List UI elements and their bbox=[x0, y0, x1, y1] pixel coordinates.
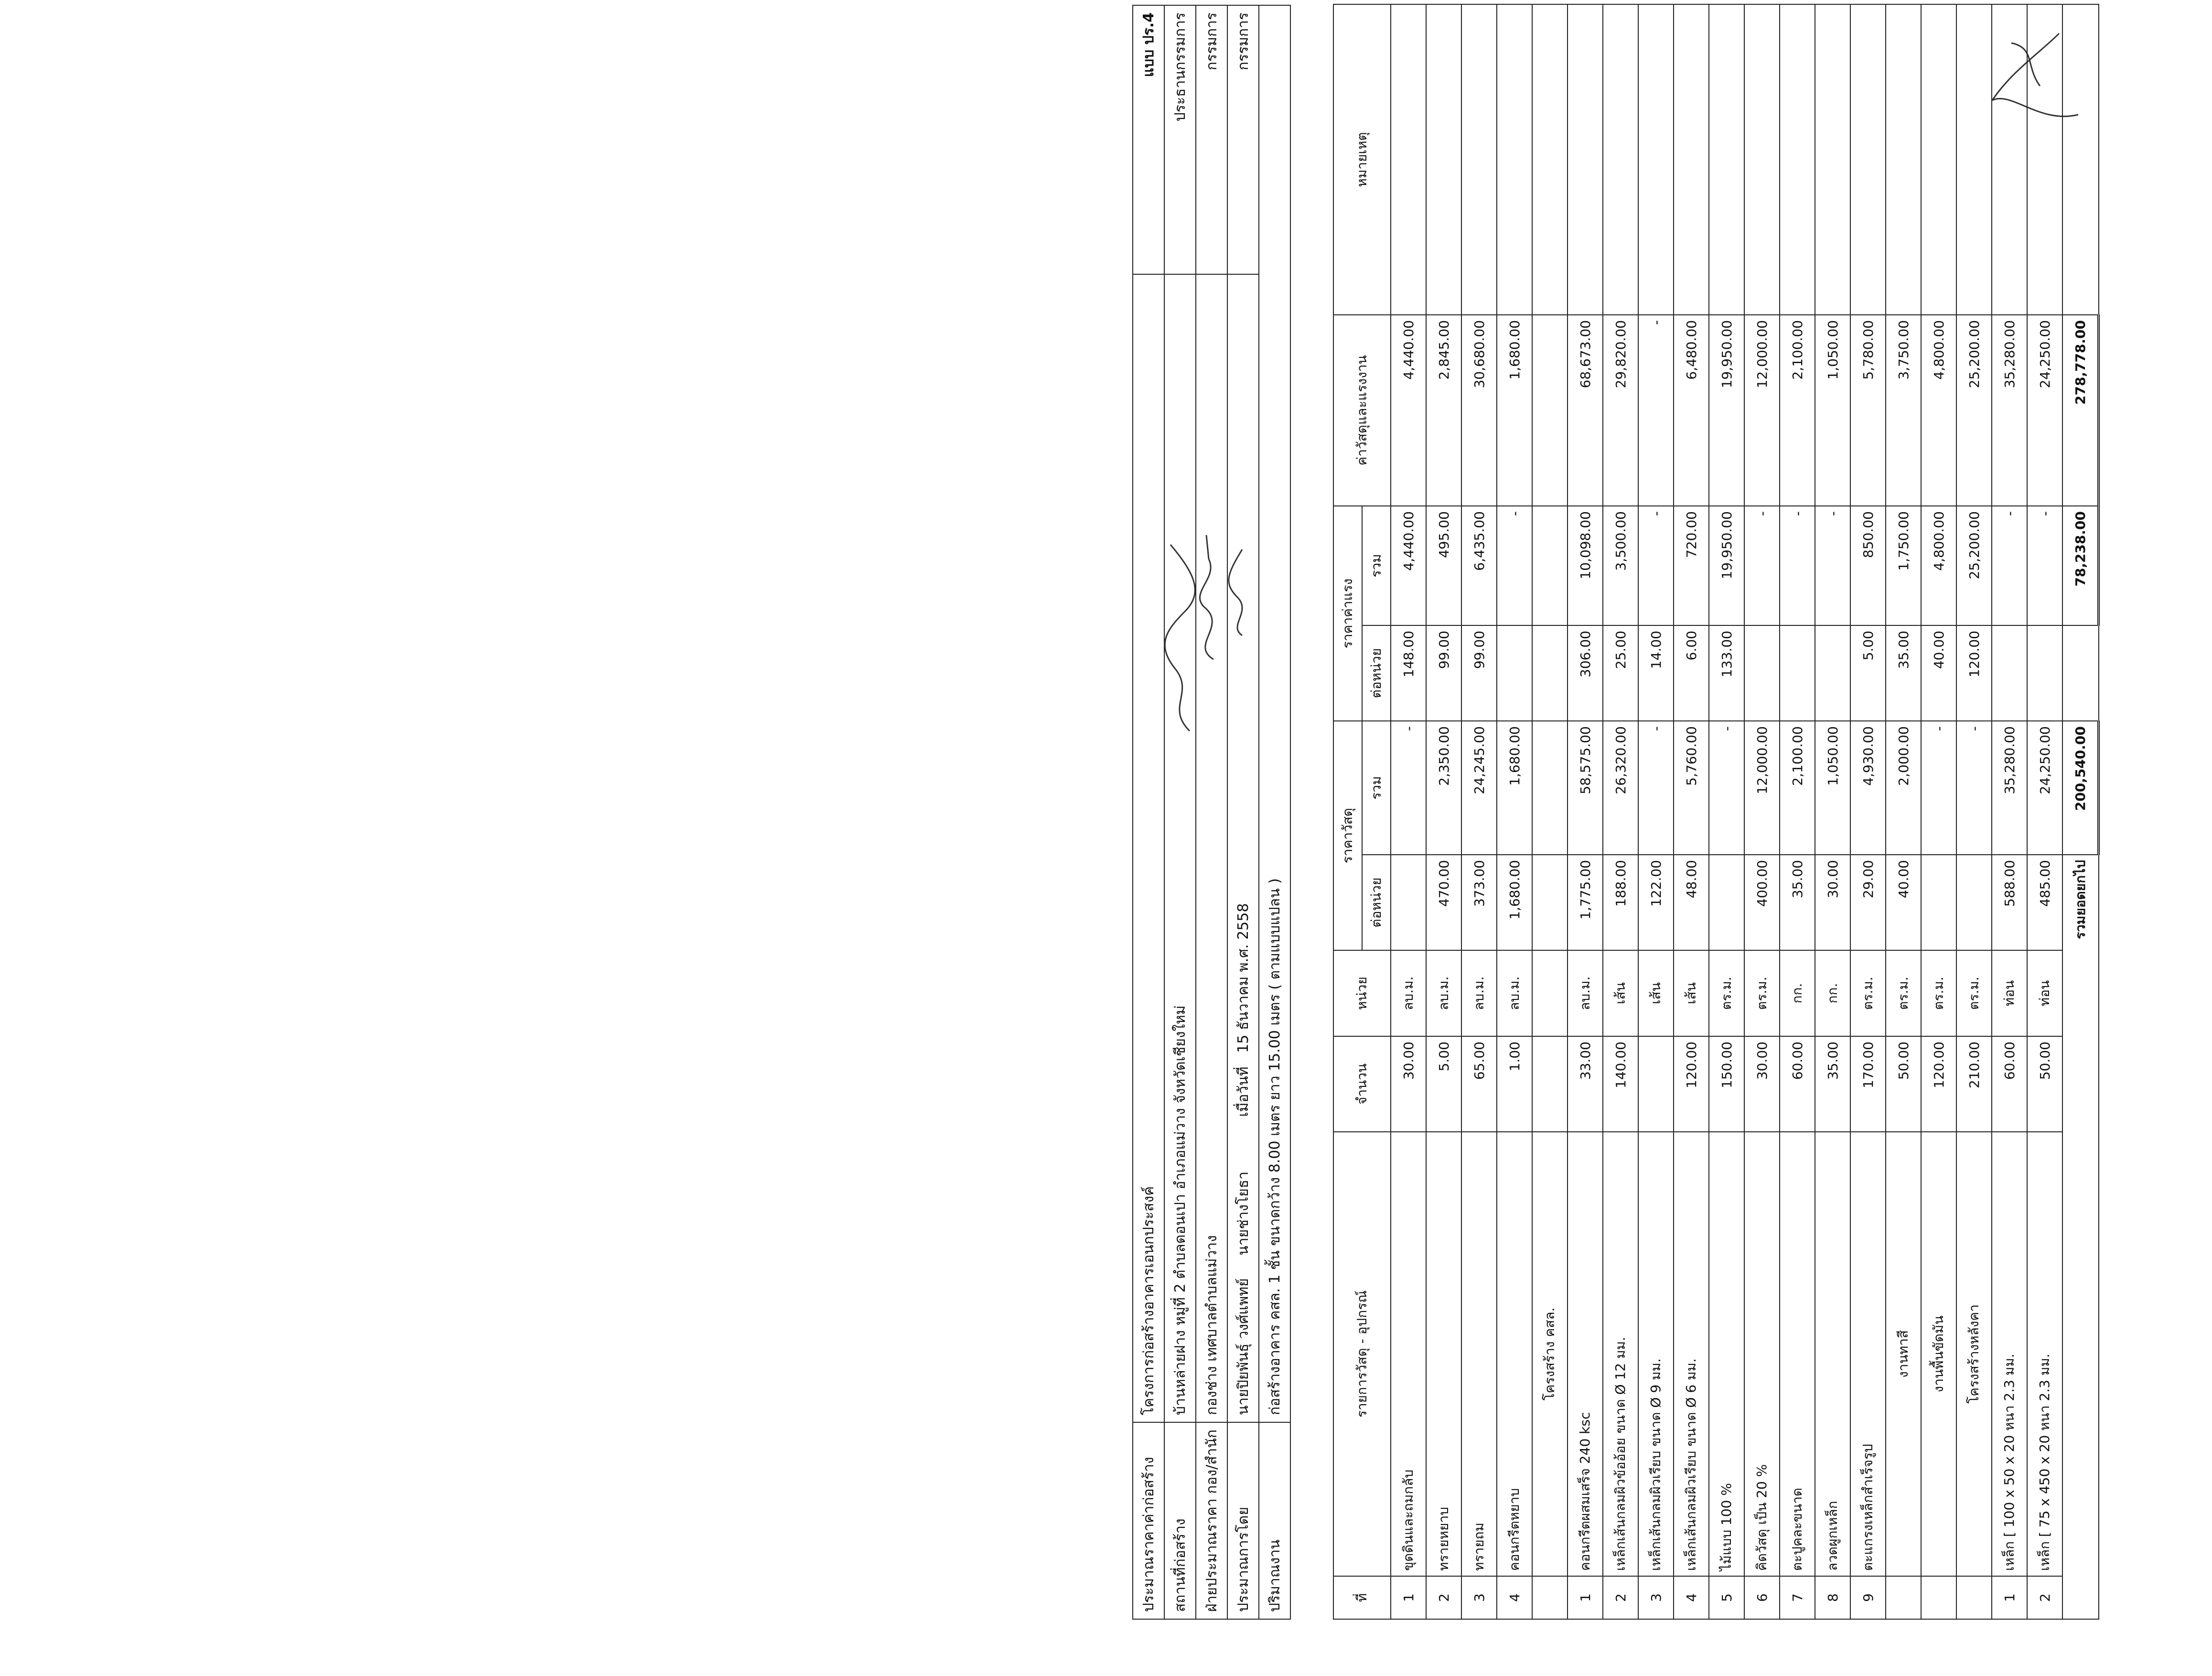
row-material-sum: 1,680.00 bbox=[1497, 721, 1532, 855]
row-total: 6,480.00 bbox=[1674, 315, 1709, 506]
empty-cell bbox=[1532, 1036, 1568, 1132]
col-qty: จำนวน bbox=[1333, 1036, 1391, 1132]
row-material-per-unit: 1,680.00 bbox=[1497, 855, 1532, 950]
row-labor-sum: 4,440.00 bbox=[1391, 506, 1426, 625]
row-labor-sum: 6,435.00 bbox=[1461, 506, 1497, 625]
row-material-sum: 2,000.00 bbox=[1886, 721, 1921, 855]
row-material-per-unit: 122.00 bbox=[1638, 855, 1674, 950]
row-labor-per-unit: 99.00 bbox=[1461, 625, 1497, 721]
row-material-sum: 2,100.00 bbox=[1780, 721, 1815, 855]
table-row bbox=[1780, 4, 1815, 1619]
row-total: 4,800.00 bbox=[1921, 315, 1956, 506]
row-qty: 170.00 bbox=[1850, 1036, 1886, 1132]
empty-cell bbox=[1532, 4, 1568, 315]
row-item: คอนกรีตหยาบ bbox=[1497, 1132, 1532, 1576]
estimate-sheet bbox=[1132, 5, 2212, 1620]
unit-value: กองช่าง เทศบาลตำบลแม่วาง bbox=[1196, 274, 1227, 1422]
row-labor-per-unit bbox=[1497, 625, 1532, 721]
row-no: 2 bbox=[2027, 1576, 2062, 1619]
row-material-sum: - bbox=[1709, 721, 1744, 855]
section-row bbox=[1532, 4, 1568, 1619]
signature-member-2 bbox=[1223, 545, 1256, 640]
row-remark bbox=[1956, 4, 1992, 315]
row-labor-per-unit: 120.00 bbox=[1956, 625, 1992, 721]
row-total: 1,050.00 bbox=[1815, 315, 1850, 506]
row-item: เหล็กเส้นกลมผิวข้ออ้อย ขนาด Ø 12 มม. bbox=[1603, 1132, 1638, 1576]
col-total: ค่าวัสดุและแรงงาน bbox=[1333, 315, 1391, 506]
table-row bbox=[1674, 4, 1709, 1619]
row-unit: ตร.ม. bbox=[1850, 950, 1886, 1036]
col-labor-per-unit: ต่อหน่วย bbox=[1362, 625, 1391, 721]
estimator-name: นายปิยพันธุ์ วงศ์แพทย์ bbox=[1235, 1278, 1252, 1416]
col-no: ที่ bbox=[1333, 1576, 1391, 1619]
col-material-sum: รวม bbox=[1362, 721, 1391, 855]
row-labor-sum: - bbox=[1638, 506, 1674, 625]
total-grand: 278,778.00 bbox=[2062, 315, 2099, 506]
row-qty: 30.00 bbox=[1391, 1036, 1426, 1132]
row-material-per-unit: 188.00 bbox=[1603, 855, 1638, 950]
row-labor-per-unit: 5.00 bbox=[1850, 625, 1886, 721]
row-no: 3 bbox=[1638, 1576, 1674, 1619]
row-material-per-unit: 470.00 bbox=[1426, 855, 1461, 950]
row-labor-sum: - bbox=[1497, 506, 1532, 625]
row-material-sum: 26,320.00 bbox=[1603, 721, 1638, 855]
table-row bbox=[1709, 4, 1744, 1619]
row-material-per-unit: 373.00 bbox=[1461, 855, 1497, 950]
row-material-per-unit: 588.00 bbox=[1992, 855, 2027, 950]
cost-rows bbox=[1391, 4, 2062, 1619]
row-remark bbox=[1638, 4, 1674, 315]
total-label: รวมยอดยกไป bbox=[2062, 855, 2099, 1619]
row-item: ทรายหยาบ bbox=[1426, 1132, 1461, 1576]
row-material-sum: 24,245.00 bbox=[1461, 721, 1497, 855]
row-remark bbox=[1461, 4, 1497, 315]
row-no: 6 bbox=[1744, 1576, 1780, 1619]
row-item: งานทาสี bbox=[1886, 1132, 1921, 1576]
row-qty: 50.00 bbox=[1886, 1036, 1921, 1132]
row-qty bbox=[1638, 1036, 1674, 1132]
row-material-per-unit bbox=[1921, 855, 1956, 950]
row-qty: 150.00 bbox=[1709, 1036, 1744, 1132]
row-remark bbox=[1992, 4, 2027, 315]
row-total: 4,440.00 bbox=[1391, 315, 1426, 506]
row-labor-per-unit: 99.00 bbox=[1426, 625, 1461, 721]
row-material-per-unit: 40.00 bbox=[1886, 855, 1921, 950]
col-labor-sum: รวม bbox=[1362, 506, 1391, 625]
project-value: โครงการก่อสร้างอาคารเอนกประสงค์ bbox=[1133, 274, 1164, 1422]
row-remark bbox=[1674, 4, 1709, 315]
total-material: 200,540.00 bbox=[2062, 721, 2099, 855]
col-unit: หน่วย bbox=[1333, 950, 1391, 1036]
row-unit: ตร.ม. bbox=[1744, 950, 1780, 1036]
estimator-cell bbox=[1227, 274, 1259, 1422]
row-no bbox=[1532, 1576, 1568, 1619]
row-no: 1 bbox=[1992, 1576, 2027, 1619]
row-labor-sum: 720.00 bbox=[1674, 506, 1709, 625]
row-labor-per-unit bbox=[1780, 625, 1815, 721]
row-labor-sum: - bbox=[1744, 506, 1780, 625]
row-no bbox=[1886, 1576, 1921, 1619]
row-no: 4 bbox=[1497, 1576, 1532, 1619]
row-no bbox=[1921, 1576, 1956, 1619]
row-remark bbox=[1886, 4, 1921, 315]
header-table bbox=[1132, 5, 1291, 1620]
date-value: 15 ธันวาคม พ.ศ. 2558 bbox=[1235, 903, 1252, 1053]
row-material-sum: 5,760.00 bbox=[1674, 721, 1709, 855]
empty-cell bbox=[1532, 721, 1568, 855]
row-labor-per-unit: 306.00 bbox=[1568, 625, 1603, 721]
row-material-per-unit: 1,775.00 bbox=[1568, 855, 1603, 950]
row-material-sum: - bbox=[1391, 721, 1426, 855]
row-qty: 120.00 bbox=[1674, 1036, 1709, 1132]
row-no: 2 bbox=[1603, 1576, 1638, 1619]
table-row bbox=[1603, 4, 1638, 1619]
row-material-sum: - bbox=[1638, 721, 1674, 855]
row-labor-sum: - bbox=[1992, 506, 2027, 625]
row-labor-sum: 3,500.00 bbox=[1603, 506, 1638, 625]
row-total: 68,673.00 bbox=[1568, 315, 1603, 506]
row-item: ลวดผูกเหล็ก bbox=[1815, 1132, 1850, 1576]
row-no bbox=[1956, 1576, 1992, 1619]
empty-cell bbox=[1532, 506, 1568, 625]
table-row bbox=[1992, 4, 2027, 1619]
table-row bbox=[1638, 4, 1674, 1619]
row-material-per-unit bbox=[1709, 855, 1744, 950]
col-material: ราคาวัสดุ bbox=[1333, 721, 1362, 950]
row-unit: ลบ.ม. bbox=[1497, 950, 1532, 1036]
row-remark bbox=[1603, 4, 1638, 315]
row-labor-per-unit bbox=[2027, 625, 2062, 721]
row-labor-per-unit bbox=[1992, 625, 2027, 721]
row-remark bbox=[1391, 4, 1426, 315]
row-labor-per-unit bbox=[1744, 625, 1780, 721]
row-qty: 35.00 bbox=[1815, 1036, 1850, 1132]
row-qty: 33.00 bbox=[1568, 1036, 1603, 1132]
table-row bbox=[2027, 4, 2062, 1619]
row-unit: เส้น bbox=[1638, 950, 1674, 1036]
row-total: 3,750.00 bbox=[1886, 315, 1921, 506]
row-labor-per-unit: 40.00 bbox=[1921, 625, 1956, 721]
row-qty: 5.00 bbox=[1426, 1036, 1461, 1132]
form-code: แบบ ปร.4 bbox=[1133, 5, 1164, 274]
row-qty: 120.00 bbox=[1921, 1036, 1956, 1132]
row-total: 2,845.00 bbox=[1426, 315, 1461, 506]
row-remark bbox=[1568, 4, 1603, 315]
table-row bbox=[1744, 4, 1780, 1619]
row-remark bbox=[1780, 4, 1815, 315]
row-material-per-unit: 48.00 bbox=[1674, 855, 1709, 950]
row-labor-per-unit: 6.00 bbox=[1674, 625, 1709, 721]
section-title: โครงสร้าง คสล. bbox=[1532, 1132, 1568, 1576]
row-unit: ลบ.ม. bbox=[1391, 950, 1426, 1036]
row-remark bbox=[1744, 4, 1780, 315]
row-item: คิดวัสดุ เป็น 20 % bbox=[1744, 1132, 1780, 1576]
row-labor-sum: - bbox=[1815, 506, 1850, 625]
row-no: 1 bbox=[1391, 1576, 1426, 1619]
row-no: 4 bbox=[1674, 1576, 1709, 1619]
row-no: 5 bbox=[1709, 1576, 1744, 1619]
row-item: โครงสร้างหลังคา bbox=[1956, 1132, 1992, 1576]
scope-value: ก่อสร้างอาคาร คสล. 1 ชั้น ขนาดกว้าง 8.00 เมตร ยาว 15.00 เมตร ( ตามแบบแปลน ) bbox=[1259, 5, 1290, 1422]
row-qty: 60.00 bbox=[1992, 1036, 2027, 1132]
row-remark bbox=[2027, 4, 2062, 315]
row-material-sum: - bbox=[1956, 721, 1992, 855]
row-labor-per-unit: 14.00 bbox=[1638, 625, 1674, 721]
row-unit: กก. bbox=[1815, 950, 1850, 1036]
row-remark bbox=[1850, 4, 1886, 315]
row-total: 2,100.00 bbox=[1780, 315, 1815, 506]
row-total: 35,280.00 bbox=[1992, 315, 2027, 506]
empty-cell bbox=[1532, 315, 1568, 506]
row-unit: กก. bbox=[1780, 950, 1815, 1036]
row-material-per-unit: 30.00 bbox=[1815, 855, 1850, 950]
row-item: งานพื้นขัดมัน bbox=[1921, 1132, 1956, 1576]
row-unit: ลบ.ม. bbox=[1568, 950, 1603, 1036]
row-no: 2 bbox=[1426, 1576, 1461, 1619]
committee-member-1: กรรมการ bbox=[1196, 5, 1227, 274]
row-remark bbox=[1815, 4, 1850, 315]
site-label: สถานที่ก่อสร้าง bbox=[1164, 1422, 1196, 1619]
row-material-sum: - bbox=[1921, 721, 1956, 855]
row-unit: ตร.ม. bbox=[1709, 950, 1744, 1036]
row-no: 9 bbox=[1850, 1576, 1886, 1619]
row-labor-sum: 495.00 bbox=[1426, 506, 1461, 625]
row-item: ตะปูคละขนาด bbox=[1780, 1132, 1815, 1576]
row-item: เหล็ก [ 100 x 50 x 20 หนา 2.3 มม. bbox=[1992, 1132, 2027, 1576]
total-spacer bbox=[2062, 625, 2099, 721]
table-row bbox=[1815, 4, 1850, 1619]
row-unit: ลบ.ม. bbox=[1426, 950, 1461, 1036]
row-labor-sum: - bbox=[1780, 506, 1815, 625]
row-qty: 65.00 bbox=[1461, 1036, 1497, 1132]
row-material-sum: 58,575.00 bbox=[1568, 721, 1603, 855]
row-unit: เส้น bbox=[1603, 950, 1638, 1036]
row-material-per-unit: 35.00 bbox=[1780, 855, 1815, 950]
row-labor-per-unit: 148.00 bbox=[1391, 625, 1426, 721]
row-total: - bbox=[1638, 315, 1674, 506]
row-unit: ตร.ม. bbox=[1956, 950, 1992, 1036]
row-remark bbox=[1426, 4, 1461, 315]
row-item: ตะแกรงเหล็กสำเร็จรูป bbox=[1850, 1132, 1886, 1576]
row-unit: ตร.ม. bbox=[1886, 950, 1921, 1036]
row-labor-per-unit bbox=[1815, 625, 1850, 721]
total-remark bbox=[2062, 4, 2099, 315]
row-labor-sum: - bbox=[2027, 506, 2062, 625]
row-labor-per-unit: 133.00 bbox=[1709, 625, 1744, 721]
scope-label: ปริมาณงาน bbox=[1259, 1422, 1290, 1619]
row-material-per-unit: 400.00 bbox=[1744, 855, 1780, 950]
row-item: เหล็ก [ 75 x 450 x 20 หนา 2.3 มม. bbox=[2027, 1132, 2062, 1576]
table-row bbox=[1497, 4, 1532, 1619]
row-material-sum: 12,000.00 bbox=[1744, 721, 1780, 855]
row-material-per-unit: 485.00 bbox=[2027, 855, 2062, 950]
row-total: 12,000.00 bbox=[1744, 315, 1780, 506]
row-unit: ตร.ม. bbox=[1921, 950, 1956, 1036]
table-row bbox=[1391, 4, 1426, 1619]
date-label: เมื่อวันที่ bbox=[1235, 1066, 1252, 1117]
row-material-sum: 24,250.00 bbox=[2027, 721, 2062, 855]
row-item: ทรายถม bbox=[1461, 1132, 1497, 1576]
row-material-per-unit bbox=[1391, 855, 1426, 950]
unit-label: ฝ่ายประมาณราคา กอง/สำนัก bbox=[1196, 1422, 1227, 1619]
row-unit: ท่อน bbox=[1992, 950, 2027, 1036]
row-material-per-unit: 29.00 bbox=[1850, 855, 1886, 950]
table-row bbox=[1850, 4, 1886, 1619]
row-no: 7 bbox=[1780, 1576, 1815, 1619]
row-material-per-unit bbox=[1956, 855, 1992, 950]
row-item: ขุดดินและถมกลับ bbox=[1391, 1132, 1426, 1576]
estimator-label: ประมาณการโดย bbox=[1227, 1422, 1259, 1619]
row-qty: 210.00 bbox=[1956, 1036, 1992, 1132]
col-material-per-unit: ต่อหน่วย bbox=[1362, 855, 1391, 950]
estimator-position: นายช่างโยธา bbox=[1235, 1171, 1252, 1256]
col-labor: ราคาค่าแรง bbox=[1333, 506, 1362, 721]
row-no: 1 bbox=[1568, 1576, 1603, 1619]
row-labor-sum: 19,950.00 bbox=[1709, 506, 1744, 625]
row-unit: ลบ.ม. bbox=[1461, 950, 1497, 1036]
row-labor-per-unit: 25.00 bbox=[1603, 625, 1638, 721]
table-row bbox=[1461, 4, 1497, 1619]
cost-table bbox=[1333, 4, 2100, 1620]
row-total: 19,950.00 bbox=[1709, 315, 1744, 506]
row-unit: เส้น bbox=[1674, 950, 1709, 1036]
col-remark: หมายเหตุ bbox=[1333, 4, 1391, 315]
signature-member-1 bbox=[1190, 530, 1228, 664]
row-material-sum: 35,280.00 bbox=[1992, 721, 2027, 855]
row-labor-sum: 10,098.00 bbox=[1568, 506, 1603, 625]
project-label: ประมาณราคาค่าก่อสร้าง bbox=[1133, 1422, 1164, 1619]
row-qty: 1.00 bbox=[1497, 1036, 1532, 1132]
row-total: 30,680.00 bbox=[1461, 315, 1497, 506]
row-qty: 50.00 bbox=[2027, 1036, 2062, 1132]
row-total: 25,200.00 bbox=[1956, 315, 1992, 506]
empty-cell bbox=[1532, 625, 1568, 721]
row-qty: 60.00 bbox=[1780, 1036, 1815, 1132]
table-row bbox=[1886, 4, 1921, 1619]
row-item: คอนกรีตผสมเสร็จ 240 ksc bbox=[1568, 1132, 1603, 1576]
row-material-sum: 1,050.00 bbox=[1815, 721, 1850, 855]
row-total: 1,680.00 bbox=[1497, 315, 1532, 506]
site-value: บ้านหล่ายฝาง หมู่ที่ 2 ตำบลดอนเปา อำเภอแม่วาง จังหวัดเชียงใหม่ bbox=[1164, 274, 1196, 1422]
row-labor-sum: 850.00 bbox=[1850, 506, 1886, 625]
row-labor-per-unit: 35.00 bbox=[1886, 625, 1921, 721]
row-item: ไม้แบบ 100 % bbox=[1709, 1132, 1744, 1576]
committee-member-2: กรรมการ bbox=[1227, 5, 1259, 274]
row-total: 29,820.00 bbox=[1603, 315, 1638, 506]
total-labor: 78,238.00 bbox=[2062, 506, 2099, 625]
table-row bbox=[1568, 4, 1603, 1619]
row-no: 8 bbox=[1815, 1576, 1850, 1619]
row-qty: 30.00 bbox=[1744, 1036, 1780, 1132]
row-material-sum: 2,350.00 bbox=[1426, 721, 1461, 855]
table-row bbox=[1956, 4, 1992, 1619]
row-qty: 140.00 bbox=[1603, 1036, 1638, 1132]
table-row bbox=[1921, 4, 1956, 1619]
empty-cell bbox=[1532, 855, 1568, 950]
row-no: 3 bbox=[1461, 1576, 1497, 1619]
row-remark bbox=[1921, 4, 1956, 315]
row-labor-sum: 4,800.00 bbox=[1921, 506, 1956, 625]
row-total: 24,250.00 bbox=[2027, 315, 2062, 506]
row-remark bbox=[1497, 4, 1532, 315]
row-total: 5,780.00 bbox=[1850, 315, 1886, 506]
committee-chair: ประธานกรรมการ bbox=[1164, 5, 1196, 274]
row-material-sum: 4,930.00 bbox=[1850, 721, 1886, 855]
row-labor-sum: 1,750.00 bbox=[1886, 506, 1921, 625]
col-item: รายการวัสดุ - อุปกรณ์ bbox=[1333, 1132, 1391, 1576]
row-remark bbox=[1709, 4, 1744, 315]
table-row bbox=[1426, 4, 1461, 1619]
row-labor-sum: 25,200.00 bbox=[1956, 506, 1992, 625]
row-item: เหล็กเส้นกลมผิวเรียบ ขนาด Ø 9 มม. bbox=[1638, 1132, 1674, 1576]
row-unit: ท่อน bbox=[2027, 950, 2062, 1036]
empty-cell bbox=[1532, 950, 1568, 1036]
row-item: เหล็กเส้นกลมผิวเรียบ ขนาด Ø 6 มม. bbox=[1674, 1132, 1709, 1576]
